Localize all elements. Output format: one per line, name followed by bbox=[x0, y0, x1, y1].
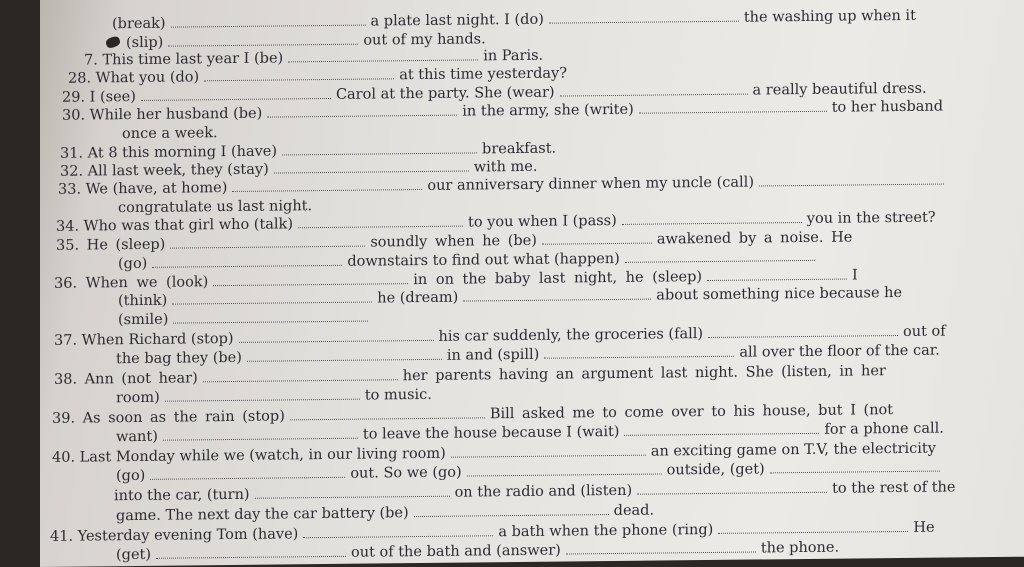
text: our anniversary dinner when my uncle (call) bbox=[427, 174, 754, 194]
text: at this time yesterday? bbox=[399, 65, 567, 84]
worksheet-page bbox=[40, 0, 1024, 567]
blank bbox=[156, 545, 346, 559]
text: to music. bbox=[364, 386, 432, 404]
text: a bath when the phone (ring) bbox=[498, 521, 714, 541]
text: dead. bbox=[613, 502, 655, 519]
text: I bbox=[852, 267, 858, 284]
blank bbox=[707, 268, 847, 281]
blank bbox=[708, 324, 898, 338]
text: out of the bath and (answer) bbox=[351, 542, 561, 561]
text: 28. What you (do) bbox=[68, 69, 200, 87]
text: once a week. bbox=[122, 125, 218, 143]
line-21 bbox=[116, 387, 432, 407]
blank bbox=[168, 33, 358, 47]
text: out. So we (go) bbox=[350, 464, 462, 482]
text: (slip) bbox=[126, 34, 164, 52]
blank bbox=[544, 345, 734, 359]
text: 41. Yesterday evening Tom (have) bbox=[50, 526, 299, 545]
blank bbox=[232, 178, 422, 192]
text: Bill asked me to come over to his house, but I (not bbox=[489, 402, 894, 423]
blank bbox=[267, 104, 457, 118]
text: 34. Who was that girl who (talk) bbox=[56, 216, 293, 235]
text: 39. As soon as the rain (stop) bbox=[52, 408, 285, 427]
text: an exciting game on T.V, the electricity bbox=[650, 440, 936, 460]
text: 33. We (have, at home) bbox=[58, 180, 228, 198]
text: soundly when he (be) bbox=[370, 232, 537, 251]
text: awakened by a noise. He bbox=[656, 229, 853, 248]
text: into the car, (turn) bbox=[114, 486, 250, 505]
blank bbox=[288, 48, 478, 62]
text: to the rest of the bbox=[832, 479, 956, 497]
text: 30. While her husband (be) bbox=[62, 105, 263, 124]
blank bbox=[625, 249, 815, 263]
text: 40. Last Monday while we (watch, in our living room) bbox=[52, 445, 446, 466]
text: 32. All last week, they (stay) bbox=[60, 161, 269, 180]
blank bbox=[141, 87, 331, 101]
text: for a phone call. bbox=[824, 420, 944, 438]
blank bbox=[282, 141, 477, 155]
line-17 bbox=[118, 310, 373, 330]
blank bbox=[624, 422, 819, 436]
text: downstairs to find out what (happen) bbox=[347, 250, 620, 270]
text: 31. At 8 this morning I (have) bbox=[60, 143, 278, 162]
blank bbox=[759, 173, 944, 187]
text: he (dream) bbox=[377, 289, 459, 307]
blank bbox=[414, 503, 609, 517]
blank bbox=[247, 348, 442, 362]
blank bbox=[171, 14, 366, 28]
text: to her husband bbox=[831, 98, 944, 116]
text: (think) bbox=[118, 292, 168, 310]
text: congratulate us last night. bbox=[118, 198, 313, 217]
text: to you when I (pass) bbox=[468, 212, 617, 231]
text: He bbox=[913, 519, 935, 536]
blank bbox=[172, 291, 372, 305]
blank bbox=[549, 10, 739, 24]
blank bbox=[173, 310, 368, 324]
text: 29. I (see) bbox=[62, 88, 136, 106]
text: (break) bbox=[112, 15, 166, 33]
blank bbox=[463, 288, 651, 302]
text: breakfast. bbox=[482, 140, 557, 158]
text: the phone. bbox=[760, 539, 840, 557]
text: in and (spill) bbox=[446, 346, 540, 364]
text: room) bbox=[116, 389, 160, 407]
text: 38. Ann (not hear) bbox=[54, 370, 198, 388]
blank bbox=[163, 427, 358, 441]
blank bbox=[298, 215, 463, 229]
blank bbox=[239, 329, 434, 343]
text: his car suddenly, the groceries (fall) bbox=[438, 326, 704, 345]
text: Carol at the party. She (wear) bbox=[335, 84, 555, 103]
line-1 bbox=[112, 8, 916, 33]
text: the bag they (be) bbox=[116, 349, 242, 368]
blank bbox=[560, 83, 748, 97]
text: 36. When we (look) bbox=[54, 274, 209, 292]
blank bbox=[203, 368, 398, 382]
text: (go) bbox=[116, 467, 146, 485]
blank bbox=[274, 160, 469, 174]
blank bbox=[204, 67, 394, 81]
blank bbox=[718, 520, 908, 534]
text: game. The next day the car battery (be) bbox=[116, 505, 409, 525]
text: 37. When Richard (stop) bbox=[54, 330, 234, 349]
blank bbox=[622, 211, 802, 225]
text: with me. bbox=[473, 158, 538, 176]
text: 7. This time last year I (be) bbox=[84, 50, 284, 69]
text: out of my hands. bbox=[363, 31, 486, 49]
blank bbox=[566, 541, 756, 555]
text: to leave the house because I (wait) bbox=[362, 423, 620, 443]
text: her parents having an argument last night. She (listen, in her bbox=[402, 363, 886, 385]
text: the washing up when it bbox=[743, 7, 916, 26]
text: about something nice because he bbox=[656, 284, 903, 304]
line-7 bbox=[122, 125, 218, 143]
blank bbox=[467, 462, 662, 476]
text: in the army, she (write) bbox=[462, 101, 634, 120]
blank bbox=[770, 460, 940, 474]
text: all over the floor of the car. bbox=[739, 342, 940, 361]
text: (get) bbox=[116, 546, 152, 564]
text: want) bbox=[116, 428, 158, 446]
line-11 bbox=[118, 198, 312, 217]
blank bbox=[639, 100, 827, 114]
text: in Paris. bbox=[483, 47, 544, 65]
blank bbox=[152, 254, 342, 268]
line-27 bbox=[116, 503, 654, 526]
blank bbox=[170, 235, 365, 249]
blank bbox=[165, 388, 360, 402]
text: a really beautiful dress. bbox=[752, 80, 927, 99]
blank bbox=[451, 444, 646, 458]
punch-hole bbox=[105, 35, 122, 49]
blank bbox=[303, 524, 493, 538]
blank bbox=[255, 485, 450, 499]
blank bbox=[542, 232, 652, 245]
text: out of bbox=[903, 323, 946, 340]
text: (go) bbox=[118, 255, 148, 273]
text: 35. He (sleep) bbox=[56, 236, 166, 254]
blank bbox=[637, 481, 827, 495]
text: you in the street? bbox=[806, 209, 936, 227]
text: a plate last night. I (do) bbox=[370, 11, 544, 30]
blank bbox=[150, 466, 345, 480]
text: in on the baby last night, he (sleep) bbox=[413, 269, 703, 289]
text: outside, (get) bbox=[666, 461, 765, 479]
blank bbox=[290, 406, 485, 420]
blank bbox=[213, 272, 408, 286]
text: (smile) bbox=[118, 311, 169, 329]
text: on the radio and (listen) bbox=[454, 482, 633, 501]
